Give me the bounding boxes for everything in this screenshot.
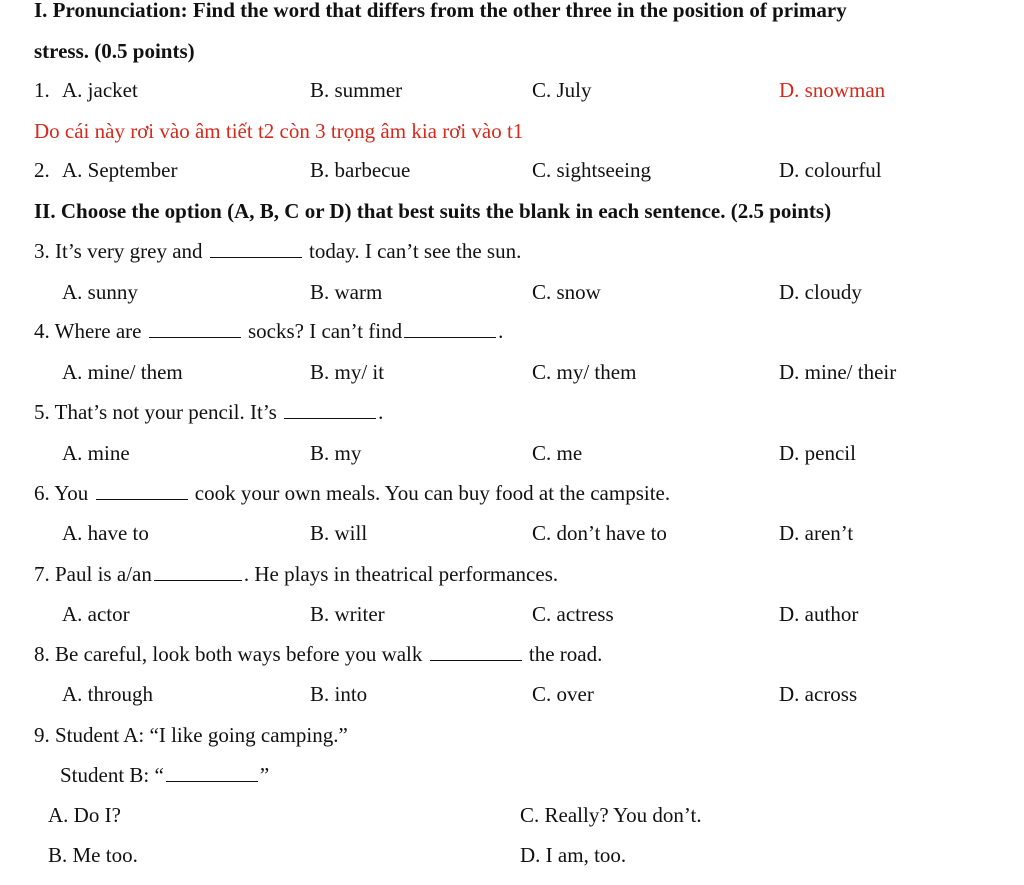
question-3-option-d[interactable]: D. cloudy [779, 280, 862, 304]
question-7-option-a[interactable]: A. actor [62, 602, 130, 626]
question-8-option-d[interactable]: D. across [779, 682, 858, 706]
question-2-option-d[interactable]: D. colourful [779, 158, 882, 182]
question-4-text-before: 4. Where are [34, 319, 142, 343]
question-5-option-a[interactable]: A. mine [62, 441, 130, 465]
question-3-option-c[interactable]: C. snow [532, 280, 601, 304]
question-1-option-b[interactable]: B. summer [310, 78, 403, 102]
question-4-option-a[interactable]: A. mine/ them [62, 360, 183, 384]
section-1-heading-line-1: I. Pronunciation: Find the word that differs from the other three in the position of primary [34, 0, 847, 22]
question-8-blank [430, 659, 522, 661]
question-9-line-a: 9. Student A: “I like going camping.” [34, 723, 348, 747]
question-9-text-after: ” [259, 763, 270, 787]
question-7-option-d[interactable]: D. author [779, 602, 859, 626]
question-3-text-before: 3. It’s very grey and [34, 239, 203, 263]
question-1-number: 1. [34, 78, 50, 102]
question-6-text-after: cook your own meals. You can buy food at the campsite. [194, 481, 671, 505]
question-9-option-d[interactable]: D. I am, too. [520, 843, 627, 867]
question-1-option-a[interactable]: A. jacket [62, 78, 138, 102]
section-2-heading: II. Choose the option (A, B, C or D) that best suits the blank in each sentence. (2.5 points) [34, 199, 832, 223]
question-5-text-after: . [378, 400, 384, 424]
question-4-option-b[interactable]: B. my/ it [310, 360, 385, 384]
question-1-option-c[interactable]: C. July [532, 78, 592, 102]
question-3-text-after: today. I can’t see the sun. [309, 239, 522, 263]
question-6-blank [96, 498, 188, 500]
question-3-stem [34, 241, 521, 262]
question-4-stem [34, 321, 503, 342]
question-8-stem [34, 644, 602, 665]
question-5-blank [284, 417, 376, 419]
question-3-option-a[interactable]: A. sunny [62, 280, 138, 304]
question-9-blank [166, 780, 258, 782]
question-2-number: 2. [34, 158, 50, 182]
question-6-option-b[interactable]: B. will [310, 521, 368, 545]
question-6-stem [34, 483, 670, 504]
question-7-blank [154, 579, 242, 581]
question-4-text-middle: socks? I can’t find [247, 319, 403, 343]
question-5-stem [34, 402, 383, 423]
question-9-option-a[interactable]: A. Do I? [48, 803, 121, 827]
question-3-option-b[interactable]: B. warm [310, 280, 383, 304]
question-5-text-before: 5. That’s not your pencil. It’s [34, 400, 277, 424]
question-3-blank [210, 256, 302, 258]
question-1-note: Do cái này rơi vào âm tiết t2 còn 3 trọng âm kia rơi vào t1 [34, 119, 524, 143]
question-6-option-c[interactable]: C. don’t have to [532, 521, 667, 545]
question-2-option-a[interactable]: A. September [62, 158, 178, 182]
question-4-blank-2 [404, 336, 496, 338]
question-6-option-a[interactable]: A. have to [62, 521, 149, 545]
question-8-option-a[interactable]: A. through [62, 682, 153, 706]
question-8-option-b[interactable]: B. into [310, 682, 368, 706]
question-2-option-b[interactable]: B. barbecue [310, 158, 411, 182]
question-9-option-c[interactable]: C. Really? You don’t. [520, 803, 702, 827]
question-6-text-before: 6. You [34, 481, 89, 505]
question-7-text-before: 7. Paul is a/an [34, 562, 152, 586]
question-5-option-d[interactable]: D. pencil [779, 441, 856, 465]
question-8-text-before: 8. Be careful, look both ways before you walk [34, 642, 423, 666]
question-9-option-b[interactable]: B. Me too. [48, 843, 138, 867]
question-9-text-before: Student B: “ [60, 763, 164, 787]
question-9-line-b [60, 765, 269, 786]
question-4-text-after: . [498, 319, 504, 343]
question-8-text-after: the road. [528, 642, 603, 666]
question-7-option-b[interactable]: B. writer [310, 602, 385, 626]
question-7-stem [34, 564, 558, 585]
question-5-option-b[interactable]: B. my [310, 441, 362, 465]
section-1-heading-line-2: stress. (0.5 points) [34, 39, 195, 63]
question-7-option-c[interactable]: C. actress [532, 602, 614, 626]
question-7-text-after: . He plays in theatrical performances. [243, 562, 559, 586]
question-4-option-d[interactable]: D. mine/ their [779, 360, 897, 384]
question-6-option-d[interactable]: D. aren’t [779, 521, 854, 545]
question-1-option-d[interactable]: D. snowman [779, 78, 886, 102]
question-4-blank-1 [149, 336, 241, 338]
question-5-option-c[interactable]: C. me [532, 441, 583, 465]
question-8-option-c[interactable]: C. over [532, 682, 594, 706]
question-4-option-c[interactable]: C. my/ them [532, 360, 637, 384]
question-2-option-c[interactable]: C. sightseeing [532, 158, 651, 182]
